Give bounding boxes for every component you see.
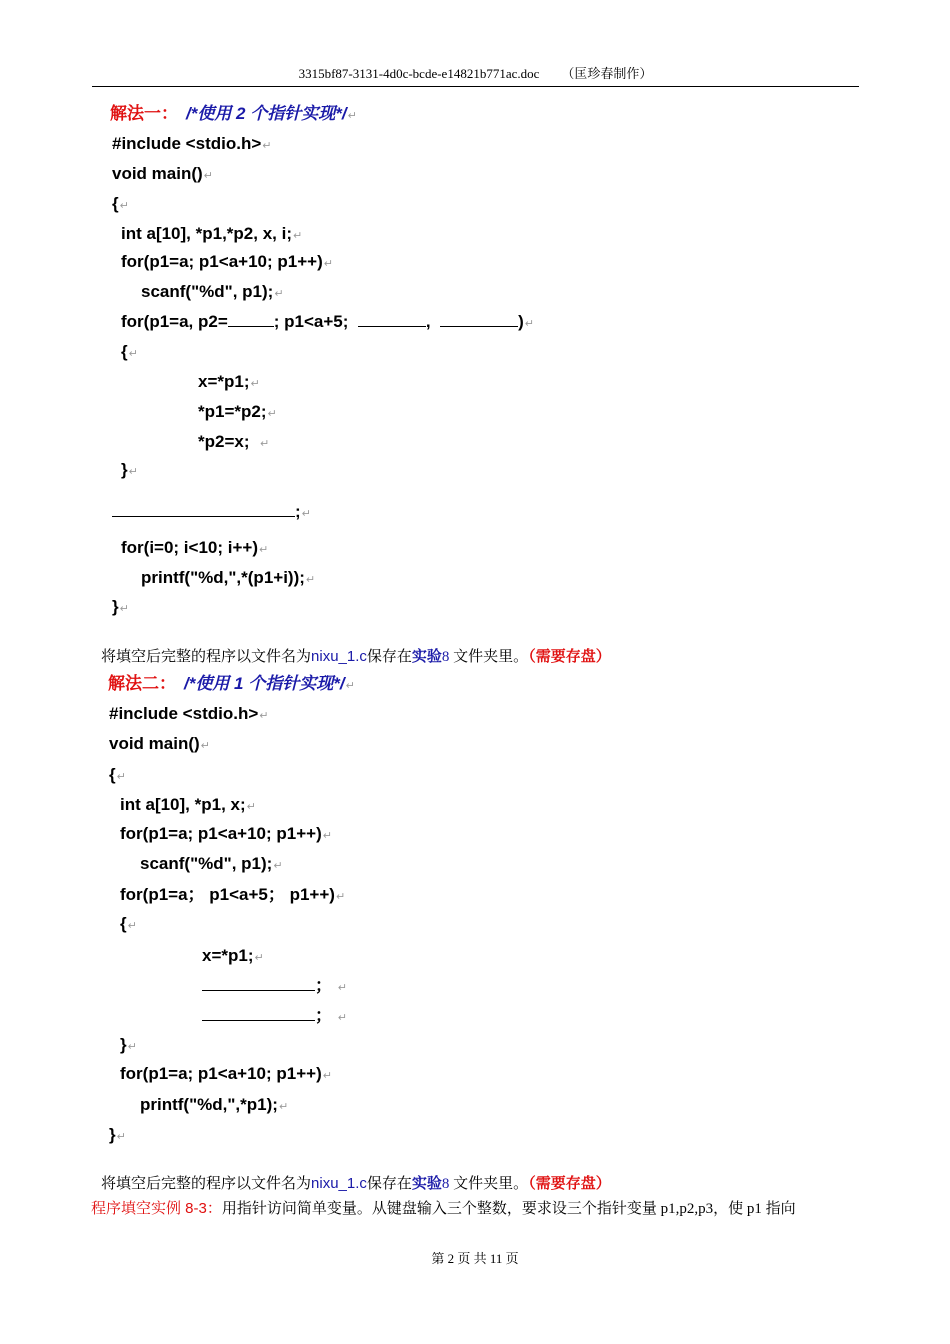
text-span: int a[10], *p1, x; xyxy=(120,795,246,814)
code-line-with-blank xyxy=(202,976,347,998)
code-line xyxy=(140,1095,288,1117)
paragraph-mark: ↵ xyxy=(119,603,129,615)
text-span: ； xyxy=(315,976,332,995)
code-line xyxy=(141,282,284,304)
text-span: scanf("%d", p1); xyxy=(141,282,274,301)
code-line xyxy=(121,538,268,560)
code-line xyxy=(112,194,129,216)
paragraph-mark: ↵ xyxy=(301,508,311,520)
code-line xyxy=(198,372,260,394)
page-header xyxy=(92,66,859,87)
code-line xyxy=(109,734,210,756)
paragraph-mark: ↵ xyxy=(246,801,256,813)
paragraph-mark: ↵ xyxy=(337,1012,347,1024)
paragraph-mark: ↵ xyxy=(259,710,269,722)
paragraph-mark: ↵ xyxy=(127,920,137,932)
text-span: 将填空后完整的程序以文件名为 xyxy=(101,1176,312,1192)
example-8-3 xyxy=(91,1199,796,1219)
text-span: void main() xyxy=(112,164,203,183)
save-note-2 xyxy=(101,1174,611,1194)
code-line xyxy=(121,224,302,246)
method1-title: 解法一： xyxy=(110,104,178,123)
text-span: void main() xyxy=(109,734,200,753)
text-span: 保存在 xyxy=(366,649,412,665)
paragraph-mark: ↵ xyxy=(254,952,264,964)
header-filename: 3315bf87-3131-4d0c-bcde-e14821b771ac.doc xyxy=(298,66,540,81)
text-span: ; p1<a+5; xyxy=(273,312,349,331)
paragraph-mark: ↵ xyxy=(116,771,126,783)
paragraph-mark: ↵ xyxy=(128,348,138,360)
page-footer: 第 2 页 共 11 页 xyxy=(431,1251,519,1266)
fill-blank xyxy=(440,312,518,327)
text-span: } xyxy=(112,597,119,616)
fill-blank xyxy=(358,312,426,327)
code-line xyxy=(120,914,137,936)
text-span: ) xyxy=(518,312,524,331)
paragraph-mark: ↵ xyxy=(524,318,534,330)
text-span: x=*p1; xyxy=(198,372,250,391)
paragraph-mark: ↵ xyxy=(119,200,129,212)
text-span: { xyxy=(109,765,116,784)
paragraph-mark: ↵ xyxy=(305,574,316,586)
paragraph-mark: ↵ xyxy=(116,1131,126,1143)
method2-heading xyxy=(108,674,355,696)
text-span: for(p1=a; p1<a+10; p1++) xyxy=(120,824,322,843)
text-span: for(p1=a; p1<a+10; p1++) xyxy=(121,252,323,271)
paragraph-mark: ↵ xyxy=(273,860,283,872)
paragraph-mark: ↵ xyxy=(127,1041,137,1053)
method1-heading xyxy=(110,104,357,126)
code-line xyxy=(121,252,333,274)
text-span: ; xyxy=(295,502,301,521)
paragraph-mark: ↵ xyxy=(259,544,269,556)
fill-blank xyxy=(112,502,295,517)
save-note-1 xyxy=(101,647,611,667)
paragraph-mark: ↵ xyxy=(322,1070,332,1082)
paragraph-mark: ↵ xyxy=(278,1101,289,1113)
text-span: } xyxy=(121,460,128,479)
paragraph-mark: ↵ xyxy=(250,378,260,390)
fill-blank xyxy=(202,1006,315,1021)
text-span: *p1=*p2; xyxy=(198,402,267,421)
text-span: nixu_1.c xyxy=(311,648,367,665)
paragraph-mark: ↵ xyxy=(335,891,346,903)
method2-title: 解法二： xyxy=(108,674,176,693)
header-author: （匡珍春制作） xyxy=(561,66,653,81)
text-span: 保存在 xyxy=(366,1176,412,1192)
text-span: 8 xyxy=(441,649,450,665)
text-span: scanf("%d", p1); xyxy=(140,854,273,873)
code-line xyxy=(120,1064,332,1086)
paragraph-mark: ↵ xyxy=(262,140,272,152)
code-line xyxy=(198,432,269,454)
text-span: for(p1=a, p2= xyxy=(121,312,228,331)
paragraph-mark: ↵ xyxy=(337,982,347,994)
text-span: for(p1=a; p1<a+10; p1++) xyxy=(120,1064,322,1083)
code-line xyxy=(140,854,283,876)
paragraph-mark: ↵ xyxy=(267,408,277,420)
paragraph-mark: ↵ xyxy=(322,830,332,842)
paragraph-mark: ↵ xyxy=(259,438,270,450)
text-span: for(p1=a； p1<a+5； p1++) xyxy=(120,885,335,904)
code-line xyxy=(120,824,332,846)
text-span: , xyxy=(425,312,431,331)
text-span: *p2=x; xyxy=(198,432,250,451)
text-span: { xyxy=(120,914,127,933)
code-line-with-blank xyxy=(202,1006,347,1028)
example-label: 程序填空实例 8-3： xyxy=(91,1200,222,1217)
code-line xyxy=(198,402,277,424)
text-span: 文件夹里。 xyxy=(453,1176,529,1192)
text-span: printf("%d,",*(p1+i)); xyxy=(141,568,305,587)
paragraph-mark: ↵ xyxy=(128,466,138,478)
text-span: { xyxy=(121,342,128,361)
text-span: 文件夹里。 xyxy=(453,649,529,665)
text-span: x=*p1; xyxy=(202,946,254,965)
code-line xyxy=(120,885,345,907)
code-line xyxy=(120,1035,137,1057)
text-span: printf("%d,",*p1); xyxy=(140,1095,278,1114)
text-span: int a[10], *p1,*p2, x, i; xyxy=(121,224,292,243)
paragraph-mark: ↵ xyxy=(345,680,355,692)
code-line xyxy=(112,597,129,619)
code-line xyxy=(120,795,256,817)
text-span: ； xyxy=(315,1006,332,1025)
code-line-with-blank xyxy=(112,502,311,524)
text-span: （需要存盘） xyxy=(528,1176,611,1192)
code-line xyxy=(112,134,271,156)
text-span: } xyxy=(109,1125,116,1144)
text-span: （需要存盘） xyxy=(528,649,611,665)
method2-comment: /*使用 1 个指针实现*/ xyxy=(184,674,345,693)
text-span: nixu_1.c xyxy=(311,1175,367,1192)
code-line xyxy=(109,765,126,787)
paragraph-mark: ↵ xyxy=(203,170,213,182)
text-span: 将填空后完整的程序以文件名为 xyxy=(101,649,312,665)
text-span: #include <stdio.h> xyxy=(109,704,259,723)
text-span: } xyxy=(120,1035,127,1054)
text-span: #include <stdio.h> xyxy=(112,134,262,153)
fill-blank xyxy=(228,312,274,327)
code-line xyxy=(121,342,138,364)
paragraph-mark: ↵ xyxy=(200,740,210,752)
code-line-with-blanks xyxy=(121,312,534,334)
code-line xyxy=(112,164,213,186)
example-text: 用指针访问简单变量。从键盘输入三个整数，要求设三个指针变量 p1,p2,p3，使 p1 指向 xyxy=(221,1201,796,1217)
text-span: 实验 xyxy=(411,649,442,665)
fill-blank xyxy=(202,976,315,991)
paragraph-mark: ↵ xyxy=(293,230,303,242)
paragraph-mark: ↵ xyxy=(323,258,333,270)
code-line xyxy=(202,946,264,968)
method1-comment: /*使用 2 个指针实现*/ xyxy=(186,104,347,123)
text-span: { xyxy=(112,194,119,213)
code-line xyxy=(109,704,268,726)
code-line xyxy=(141,568,315,590)
paragraph-mark: ↵ xyxy=(274,288,284,300)
paragraph-mark: ↵ xyxy=(347,110,357,122)
text-span: for(i=0; i<10; i++) xyxy=(121,538,258,557)
code-line xyxy=(109,1125,126,1147)
text-span: 实验 xyxy=(411,1176,442,1192)
code-line xyxy=(121,460,138,482)
text-span: 8 xyxy=(441,1176,450,1192)
